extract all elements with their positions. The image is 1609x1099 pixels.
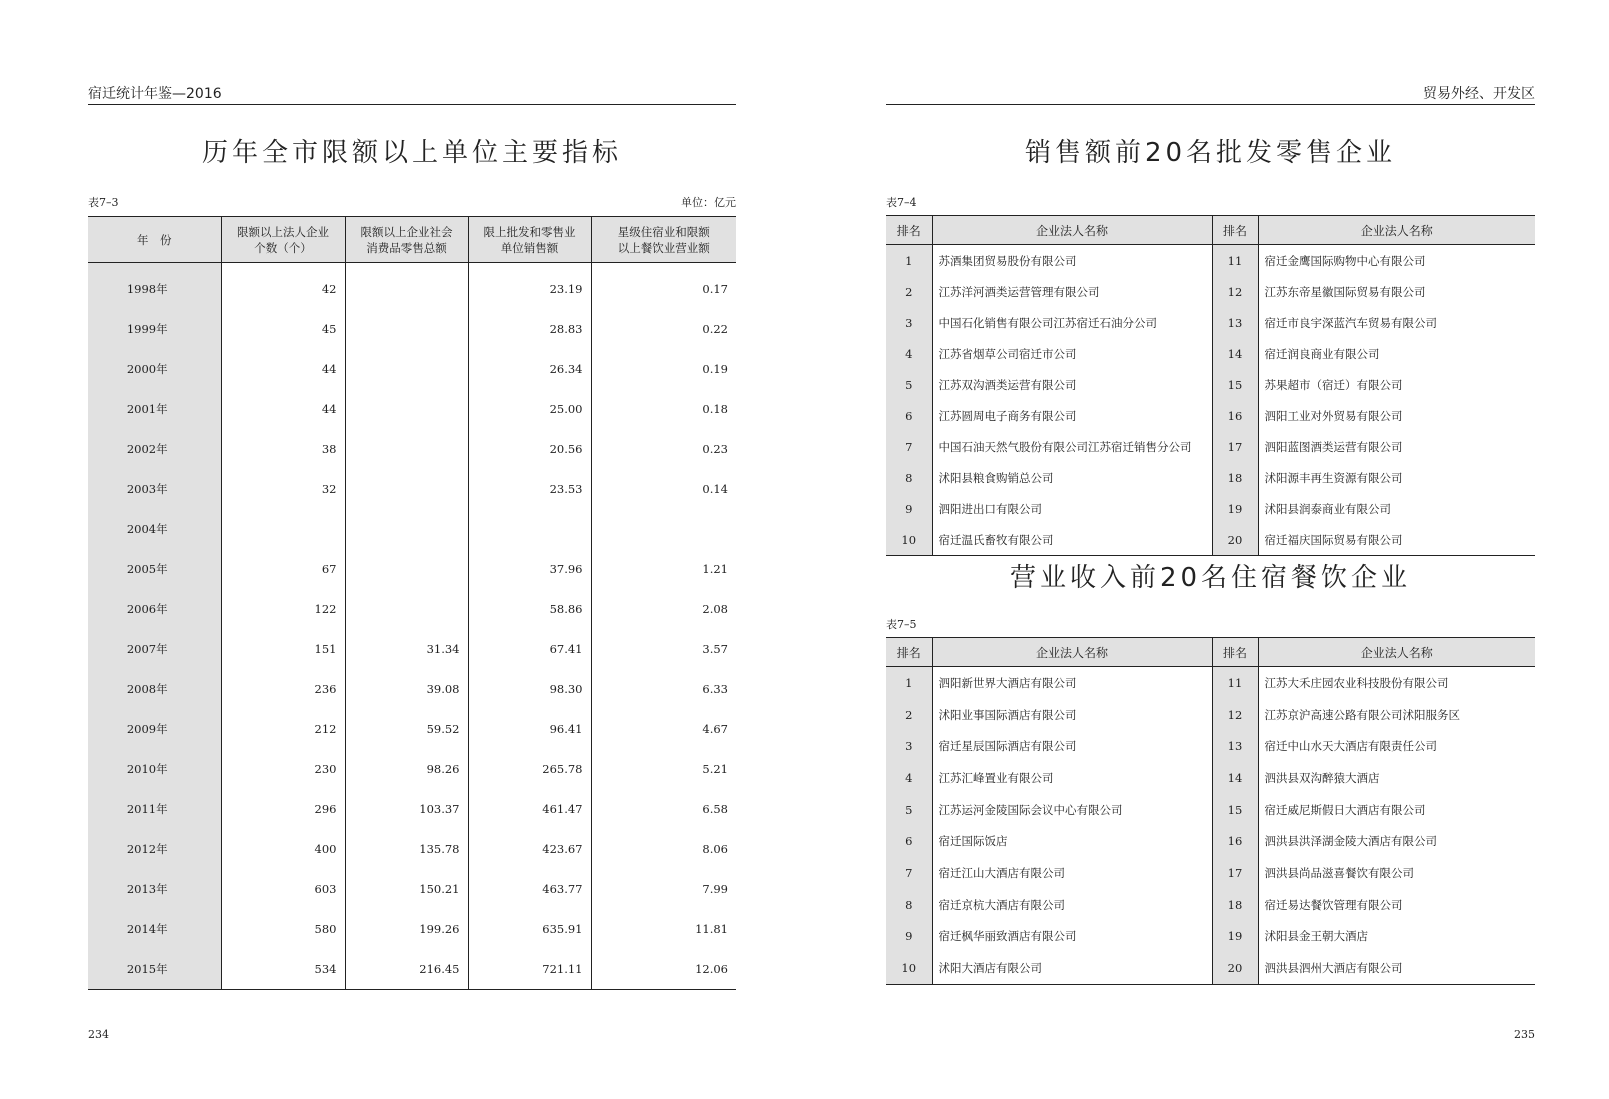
rank-cell: 11 bbox=[1212, 245, 1258, 277]
retail-cell: 103.37 bbox=[345, 789, 468, 829]
company-name-cell: 中国石化销售有限公司江苏宿迁石油分公司 bbox=[932, 307, 1212, 338]
company-name-cell: 宿迁国际饭店 bbox=[932, 825, 1212, 857]
table-row bbox=[88, 389, 736, 429]
right-page bbox=[886, 0, 1535, 1099]
retail-cell: 150.21 bbox=[345, 869, 468, 909]
table-header-row bbox=[886, 638, 1535, 667]
table-row bbox=[88, 949, 736, 990]
company-name-cell: 江苏大禾庄园农业科技股份有限公司 bbox=[1258, 667, 1535, 699]
sales-cell: 635.91 bbox=[468, 909, 591, 949]
sales-cell: 58.86 bbox=[468, 589, 591, 629]
retail-cell bbox=[345, 589, 468, 629]
count-cell: 32 bbox=[221, 469, 345, 509]
company-name-cell: 江苏东帝星徽国际贸易有限公司 bbox=[1258, 276, 1535, 307]
sales-cell: 37.96 bbox=[468, 549, 591, 589]
catering-cell: 7.99 bbox=[591, 869, 736, 909]
table-row bbox=[886, 857, 1535, 889]
table-row bbox=[886, 400, 1535, 431]
sales-cell: 461.47 bbox=[468, 789, 591, 829]
column-header: 企业法人名称 bbox=[932, 216, 1212, 245]
company-name-cell: 沭阳源丰再生资源有限公司 bbox=[1258, 462, 1535, 493]
year-cell: 2013年 bbox=[88, 869, 221, 909]
table-row bbox=[88, 909, 736, 949]
table-row bbox=[88, 469, 736, 509]
rank-cell: 15 bbox=[1212, 369, 1258, 400]
company-name-cell: 宿迁枫华丽致酒店有限公司 bbox=[932, 921, 1212, 953]
sales-cell: 25.00 bbox=[468, 389, 591, 429]
table-row bbox=[886, 730, 1535, 762]
year-cell: 2010年 bbox=[88, 749, 221, 789]
company-name-cell: 江苏双沟酒类运营有限公司 bbox=[932, 369, 1212, 400]
page-number: 234 bbox=[88, 1028, 109, 1041]
company-name-cell: 宿迁市良宇深蓝汽车贸易有限公司 bbox=[1258, 307, 1535, 338]
count-cell: 38 bbox=[221, 429, 345, 469]
company-name-cell: 江苏洋河酒类运营管理有限公司 bbox=[932, 276, 1212, 307]
retail-cell: 216.45 bbox=[345, 949, 468, 990]
company-name-cell: 宿迁金鹰国际购物中心有限公司 bbox=[1258, 245, 1535, 277]
sales-cell: 23.53 bbox=[468, 469, 591, 509]
rank-cell: 4 bbox=[886, 762, 932, 794]
company-name-cell: 泗洪县双沟醉猿大酒店 bbox=[1258, 762, 1535, 794]
table-row bbox=[886, 952, 1535, 984]
running-head: 宿迁统计年鉴—2016 bbox=[88, 84, 736, 105]
rank-cell: 10 bbox=[886, 524, 932, 556]
sales-cell: 26.34 bbox=[468, 349, 591, 389]
rank-cell: 13 bbox=[1212, 730, 1258, 762]
table5-title: 营业收入前20名住宿餐饮企业 bbox=[1009, 563, 1412, 593]
table-row bbox=[886, 699, 1535, 731]
catering-cell: 6.58 bbox=[591, 789, 736, 829]
retail-cell: 59.52 bbox=[345, 709, 468, 749]
table4-title: 销售额前20名批发零售企业 bbox=[1024, 138, 1397, 168]
page-title: 历年全市限额以上单位主要指标 bbox=[201, 138, 622, 168]
retail-cell bbox=[345, 389, 468, 429]
catering-cell: 0.17 bbox=[591, 263, 736, 310]
company-name-cell: 江苏圆周电子商务有限公司 bbox=[932, 400, 1212, 431]
retail-cell: 98.26 bbox=[345, 749, 468, 789]
indicators-table bbox=[88, 216, 736, 990]
column-header: 限额以上企业社会 消费品零售总额 bbox=[345, 217, 468, 263]
rank-cell: 5 bbox=[886, 369, 932, 400]
table-row bbox=[886, 307, 1535, 338]
rank-cell: 15 bbox=[1212, 794, 1258, 826]
rank-cell: 17 bbox=[1212, 431, 1258, 462]
retail-cell bbox=[345, 549, 468, 589]
company-name-cell: 苏酒集团贸易股份有限公司 bbox=[932, 245, 1212, 277]
rank-cell: 3 bbox=[886, 307, 932, 338]
count-cell: 534 bbox=[221, 949, 345, 990]
retail-cell: 31.34 bbox=[345, 629, 468, 669]
count-cell: 212 bbox=[221, 709, 345, 749]
catering-cell: 0.14 bbox=[591, 469, 736, 509]
table-row bbox=[886, 524, 1535, 556]
table-row bbox=[886, 825, 1535, 857]
table-row bbox=[886, 889, 1535, 921]
table-row bbox=[88, 669, 736, 709]
table-row bbox=[886, 245, 1535, 277]
table-row bbox=[88, 709, 736, 749]
running-head: 贸易外经、开发区 bbox=[886, 84, 1535, 105]
company-name-cell: 泗洪县泗州大酒店有限公司 bbox=[1258, 952, 1535, 984]
table-row bbox=[88, 789, 736, 829]
catering-cell: 3.57 bbox=[591, 629, 736, 669]
rank-cell: 16 bbox=[1212, 400, 1258, 431]
count-cell: 151 bbox=[221, 629, 345, 669]
company-name-cell: 泗阳新世界大酒店有限公司 bbox=[932, 667, 1212, 699]
count-cell bbox=[221, 509, 345, 549]
unit-label: 单位：亿元 bbox=[681, 196, 736, 209]
table-row bbox=[88, 589, 736, 629]
column-header: 排名 bbox=[886, 638, 932, 667]
count-cell: 44 bbox=[221, 349, 345, 389]
table-row bbox=[886, 667, 1535, 699]
count-cell: 45 bbox=[221, 309, 345, 349]
rank-cell: 20 bbox=[1212, 524, 1258, 556]
company-name-cell: 泗洪县洪泽湖金陵大酒店有限公司 bbox=[1258, 825, 1535, 857]
rank-cell: 1 bbox=[886, 667, 932, 699]
count-cell: 236 bbox=[221, 669, 345, 709]
count-cell: 122 bbox=[221, 589, 345, 629]
table4-label: 表7–4 bbox=[886, 196, 917, 209]
company-name-cell: 宿迁威尼斯假日大酒店有限公司 bbox=[1258, 794, 1535, 826]
rank-cell: 18 bbox=[1212, 889, 1258, 921]
company-name-cell: 宿迁润良商业有限公司 bbox=[1258, 338, 1535, 369]
rank-cell: 7 bbox=[886, 857, 932, 889]
rank-cell: 1 bbox=[886, 245, 932, 277]
catering-cell: 2.08 bbox=[591, 589, 736, 629]
rank-cell: 2 bbox=[886, 276, 932, 307]
count-cell: 603 bbox=[221, 869, 345, 909]
company-name-cell: 泗阳蓝图酒类运营有限公司 bbox=[1258, 431, 1535, 462]
table-row bbox=[88, 309, 736, 349]
rank-cell: 19 bbox=[1212, 921, 1258, 953]
rank-cell: 7 bbox=[886, 431, 932, 462]
year-cell: 2014年 bbox=[88, 909, 221, 949]
table-row bbox=[88, 869, 736, 909]
rank-cell: 14 bbox=[1212, 762, 1258, 794]
rank-cell: 2 bbox=[886, 699, 932, 731]
year-cell: 2009年 bbox=[88, 709, 221, 749]
sales-cell: 721.11 bbox=[468, 949, 591, 990]
table-row bbox=[88, 509, 736, 549]
year-cell: 2001年 bbox=[88, 389, 221, 429]
rank-cell: 12 bbox=[1212, 699, 1258, 731]
company-name-cell: 江苏汇峰置业有限公司 bbox=[932, 762, 1212, 794]
count-cell: 42 bbox=[221, 263, 345, 310]
rank-cell: 13 bbox=[1212, 307, 1258, 338]
catering-cell: 5.21 bbox=[591, 749, 736, 789]
rank-cell: 3 bbox=[886, 730, 932, 762]
company-name-cell: 沭阳县粮食购销总公司 bbox=[932, 462, 1212, 493]
sales-cell: 423.67 bbox=[468, 829, 591, 869]
rank-cell: 6 bbox=[886, 825, 932, 857]
catering-cell: 0.22 bbox=[591, 309, 736, 349]
column-header: 企业法人名称 bbox=[1258, 216, 1535, 245]
rank-cell: 16 bbox=[1212, 825, 1258, 857]
table5-label: 表7–5 bbox=[886, 618, 917, 631]
sales-cell: 28.83 bbox=[468, 309, 591, 349]
retail-cell bbox=[345, 309, 468, 349]
sales-cell: 96.41 bbox=[468, 709, 591, 749]
company-name-cell: 江苏运河金陵国际会议中心有限公司 bbox=[932, 794, 1212, 826]
table-row bbox=[886, 369, 1535, 400]
year-cell: 2012年 bbox=[88, 829, 221, 869]
year-cell: 1998年 bbox=[88, 263, 221, 310]
year-cell: 2005年 bbox=[88, 549, 221, 589]
rank-cell: 10 bbox=[886, 952, 932, 984]
page-number: 235 bbox=[1514, 1028, 1535, 1041]
retail-cell bbox=[345, 349, 468, 389]
company-name-cell: 沭阳县润泰商业有限公司 bbox=[1258, 493, 1535, 524]
count-cell: 67 bbox=[221, 549, 345, 589]
rank-cell: 5 bbox=[886, 794, 932, 826]
rank-cell: 14 bbox=[1212, 338, 1258, 369]
table-row bbox=[886, 276, 1535, 307]
year-cell: 2003年 bbox=[88, 469, 221, 509]
sales-cell: 67.41 bbox=[468, 629, 591, 669]
sales-cell: 23.19 bbox=[468, 263, 591, 310]
year-cell: 2002年 bbox=[88, 429, 221, 469]
rank-cell: 20 bbox=[1212, 952, 1258, 984]
company-name-cell: 泗洪县尚品滋喜餐饮有限公司 bbox=[1258, 857, 1535, 889]
sales-cell: 98.30 bbox=[468, 669, 591, 709]
catering-cell: 11.81 bbox=[591, 909, 736, 949]
count-cell: 296 bbox=[221, 789, 345, 829]
rank-cell: 9 bbox=[886, 493, 932, 524]
count-cell: 400 bbox=[221, 829, 345, 869]
table-row bbox=[88, 429, 736, 469]
rank-cell: 9 bbox=[886, 921, 932, 953]
year-cell: 2006年 bbox=[88, 589, 221, 629]
retail-cell bbox=[345, 509, 468, 549]
sales-cell: 20.56 bbox=[468, 429, 591, 469]
company-name-cell: 沭阳大酒店有限公司 bbox=[932, 952, 1212, 984]
table-row bbox=[886, 338, 1535, 369]
retail-cell: 39.08 bbox=[345, 669, 468, 709]
company-name-cell: 苏果超市（宿迁）有限公司 bbox=[1258, 369, 1535, 400]
catering-cell: 8.06 bbox=[591, 829, 736, 869]
retail-cell: 135.78 bbox=[345, 829, 468, 869]
year-cell: 2008年 bbox=[88, 669, 221, 709]
table-row bbox=[886, 762, 1535, 794]
company-name-cell: 宿迁易达餐饮管理有限公司 bbox=[1258, 889, 1535, 921]
catering-cell: 6.33 bbox=[591, 669, 736, 709]
column-header: 年 份 bbox=[88, 217, 221, 263]
year-cell: 2015年 bbox=[88, 949, 221, 990]
table-row bbox=[88, 829, 736, 869]
rank-cell: 11 bbox=[1212, 667, 1258, 699]
year-cell: 2011年 bbox=[88, 789, 221, 829]
column-header: 企业法人名称 bbox=[1258, 638, 1535, 667]
catering-cell: 0.23 bbox=[591, 429, 736, 469]
year-cell: 1999年 bbox=[88, 309, 221, 349]
table-row bbox=[886, 794, 1535, 826]
year-cell: 2007年 bbox=[88, 629, 221, 669]
retail-cell bbox=[345, 263, 468, 310]
top20-wholesale-retail-table bbox=[886, 215, 1535, 556]
table-row bbox=[88, 629, 736, 669]
column-header: 星级住宿业和限额 以上餐饮业营业额 bbox=[591, 217, 736, 263]
catering-cell: 1.21 bbox=[591, 549, 736, 589]
company-name-cell: 宿迁星辰国际酒店有限公司 bbox=[932, 730, 1212, 762]
table-row bbox=[886, 431, 1535, 462]
rank-cell: 8 bbox=[886, 889, 932, 921]
column-header: 排名 bbox=[1212, 216, 1258, 245]
retail-cell: 199.26 bbox=[345, 909, 468, 949]
catering-cell: 12.06 bbox=[591, 949, 736, 990]
sales-cell: 265.78 bbox=[468, 749, 591, 789]
rank-cell: 19 bbox=[1212, 493, 1258, 524]
rank-cell: 4 bbox=[886, 338, 932, 369]
column-header: 限额以上法人企业 个数（个） bbox=[221, 217, 345, 263]
year-cell: 2004年 bbox=[88, 509, 221, 549]
catering-cell: 0.19 bbox=[591, 349, 736, 389]
table-row bbox=[88, 349, 736, 389]
table-row bbox=[886, 921, 1535, 953]
year-cell: 2000年 bbox=[88, 349, 221, 389]
company-name-cell: 泗阳工业对外贸易有限公司 bbox=[1258, 400, 1535, 431]
top20-lodging-catering-table bbox=[886, 637, 1535, 985]
catering-cell: 4.67 bbox=[591, 709, 736, 749]
rank-cell: 12 bbox=[1212, 276, 1258, 307]
column-header: 企业法人名称 bbox=[932, 638, 1212, 667]
column-header: 排名 bbox=[886, 216, 932, 245]
company-name-cell: 沭阳业事国际酒店有限公司 bbox=[932, 699, 1212, 731]
company-name-cell: 宿迁温氏畜牧有限公司 bbox=[932, 524, 1212, 556]
count-cell: 580 bbox=[221, 909, 345, 949]
rank-cell: 8 bbox=[886, 462, 932, 493]
retail-cell bbox=[345, 429, 468, 469]
table-row bbox=[886, 493, 1535, 524]
rank-cell: 17 bbox=[1212, 857, 1258, 889]
sales-cell bbox=[468, 509, 591, 549]
column-header: 排名 bbox=[1212, 638, 1258, 667]
table-row bbox=[886, 462, 1535, 493]
catering-cell: 0.18 bbox=[591, 389, 736, 429]
column-header: 限上批发和零售业 单位销售额 bbox=[468, 217, 591, 263]
company-name-cell: 宿迁中山水天大酒店有限责任公司 bbox=[1258, 730, 1535, 762]
count-cell: 44 bbox=[221, 389, 345, 429]
company-name-cell: 江苏京沪高速公路有限公司沭阳服务区 bbox=[1258, 699, 1535, 731]
company-name-cell: 江苏省烟草公司宿迁市公司 bbox=[932, 338, 1212, 369]
table-header-row bbox=[886, 216, 1535, 245]
sales-cell: 463.77 bbox=[468, 869, 591, 909]
company-name-cell: 泗阳进出口有限公司 bbox=[932, 493, 1212, 524]
rank-cell: 6 bbox=[886, 400, 932, 431]
retail-cell bbox=[345, 469, 468, 509]
company-name-cell: 宿迁福庆国际贸易有限公司 bbox=[1258, 524, 1535, 556]
table-row bbox=[88, 549, 736, 589]
table-row bbox=[88, 749, 736, 789]
rank-cell: 18 bbox=[1212, 462, 1258, 493]
table-label: 表7–3 bbox=[88, 196, 119, 209]
company-name-cell: 沭阳县金王朝大酒店 bbox=[1258, 921, 1535, 953]
left-page bbox=[88, 0, 736, 1099]
table-row bbox=[88, 263, 736, 310]
company-name-cell: 宿迁江山大酒店有限公司 bbox=[932, 857, 1212, 889]
company-name-cell: 中国石油天然气股份有限公司江苏宿迁销售分公司 bbox=[932, 431, 1212, 462]
table-header-row bbox=[88, 217, 736, 263]
catering-cell bbox=[591, 509, 736, 549]
count-cell: 230 bbox=[221, 749, 345, 789]
company-name-cell: 宿迁京杭大酒店有限公司 bbox=[932, 889, 1212, 921]
